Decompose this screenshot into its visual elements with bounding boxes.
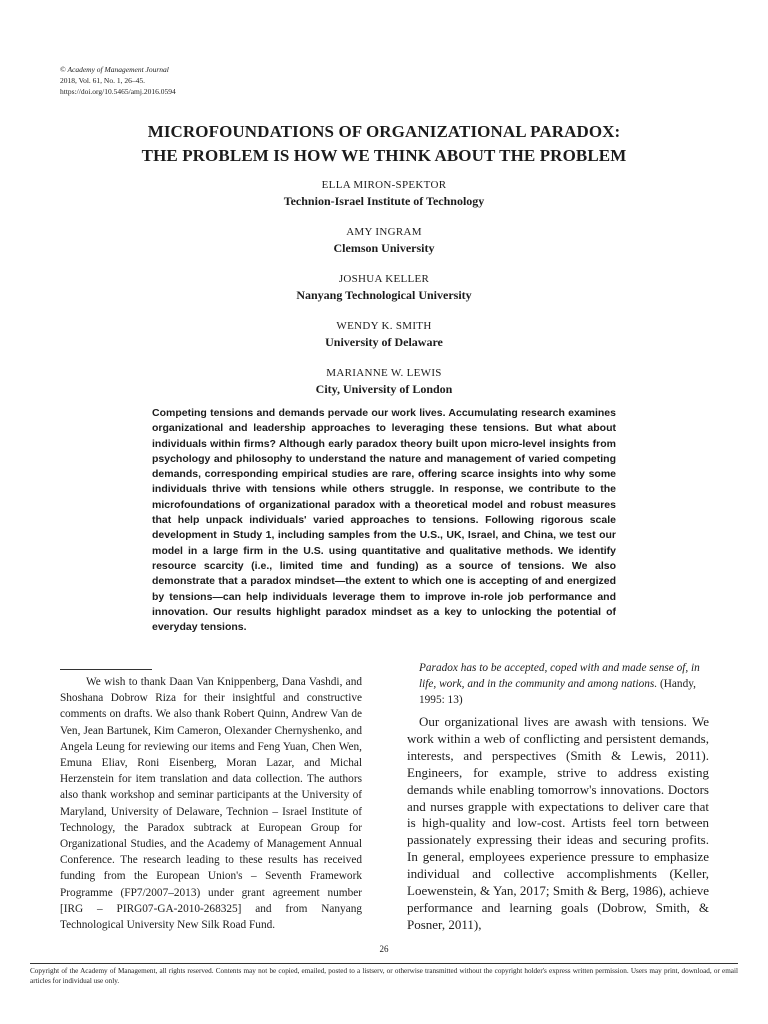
author-block xyxy=(40,319,728,366)
author-block xyxy=(40,178,728,225)
epigraph-quote: Paradox has to be accepted, coped with and made sense of, in life, work, and in the community and among nations. xyxy=(419,662,700,691)
author-name: ELLA MIRON-SPEKTOR xyxy=(321,179,447,191)
copyright-notice: Copyright of the Academy of Management, all rights reserved. Contents may not be copied, emailed, posted to a listserv, or otherwise transmitted without the copyright holder's express written permission. Users may print, download, or email articles for individual use only. xyxy=(30,967,738,985)
author-affiliation: University of Delaware xyxy=(325,335,443,349)
journal-name: © Academy of Management Journal xyxy=(60,65,169,74)
author-affiliation: Nanyang Technological University xyxy=(296,288,472,302)
copyright-divider xyxy=(30,963,738,964)
footnote-divider xyxy=(60,669,152,670)
epigraph xyxy=(419,660,709,709)
body-paragraph: Our organizational lives are awash with tensions. We work within a web of conflicting and persistent demands, interests, and perspectives (Smith & Lewis, 2011). Engineers, for example, strive to address existing demands while enabling tomorrow's innovations. Doctors and nurses grapple with expectations to deliver care that is high-quality and low-cost. Artists feel torn between passionately expressing their ideas and securing profits. In general, employees experience pressure to emphasize individual and collective accomplishments (Keller, Loewenstein, & Yan, 2017; Smith & Berg, 1986), achieve performance and learning goals (Dobrow, Smith, & Posner, 2011), xyxy=(407,714,709,932)
author-block xyxy=(40,272,728,319)
epigraph-source: (Handy, 1995: 13) xyxy=(419,678,696,707)
title-line-1: MICROFOUNDATIONS OF ORGANIZATIONAL PARADOX: xyxy=(147,122,621,141)
author-list xyxy=(40,178,728,413)
author-block xyxy=(40,225,728,272)
author-name: MARIANNE W. LEWIS xyxy=(326,367,442,379)
acknowledgement-footnote: We wish to thank Daan Van Knippenberg, Dana Vashdi, and Shoshana Dobrow Riza for their insightful and constructive comments on drafts. We also thank Robert Quinn, Andrew Van de Ven, Jean Bartunek, Kim Cameron, Olexander Chernyshenko, and Angela Leung for reviewing our items and Feng Yuan, Chen Wen, Emuna Eliav, Roni Eisenberg, Moran Lazar, and Michal Herzenstein for item translation and data collection. The authors also thank workshop and seminar participants at the University of Maryland, University of Delaware, Technion – Israel Institute of Technology, the Paradox subtrack at European Group for Organizational Studies, and the Academy of Management Annual Conference. The research leading to these results has received funding from the European Union's – Seventh Framework Programme (FP7/2007–2013) under grant agreement number [IRG – PIRG07-GA-2010-268325] and from Nanyang Technological University New Silk Road Fund. xyxy=(60,676,362,932)
title-line-2: THE PROBLEM IS HOW WE THINK ABOUT THE PROBLEM xyxy=(141,146,627,165)
abstract: Competing tensions and demands pervade our work lives. Accumulating research examines organizational and leadership approaches to leveraging these tensions. But what about individuals within firms? Although early paradox theory built upon micro-level insights from psychology and philosophy to understand the nature and management of varied competing demands, corresponding empirical studies are rare, offering scarce insights into why some individuals thrive with tensions while others struggle. In response, we contribute to the microfoundations of organizational paradox with a theoretical model and robust measures that help unpack individuals' varied approaches to tensions. Following rigorous scale development in Study 1, including samples from the U.S., UK, Israel, and China, we test our model in a large firm in the U.S. using quantitative and qualitative methods. We identify resource scarcity (i.e., limited time and funding) as a source of tensions. We also demonstrate that a paradox mindset—the extent to which one is accepting of and energized by tensions—can help individuals leverage them to improve in-role job performance and innovation. Our results highlight paradox mindset as a key to unlocking the potential of everyday tensions. xyxy=(152,407,616,634)
author-affiliation: City, University of London xyxy=(315,382,453,396)
author-name: WENDY K. SMITH xyxy=(336,320,432,332)
author-affiliation: Clemson University xyxy=(333,241,435,255)
page-number: 26 xyxy=(379,944,389,954)
author-affiliation: Technion-Israel Institute of Technology xyxy=(283,194,485,208)
author-name: JOSHUA KELLER xyxy=(338,273,430,285)
journal-header xyxy=(60,64,176,97)
citation-info: 2018, Vol. 61, No. 1, 26–45. xyxy=(60,76,145,85)
article-title xyxy=(40,120,728,168)
author-name: AMY INGRAM xyxy=(346,226,422,238)
doi-link[interactable]: https://doi.org/10.5465/amj.2016.0594 xyxy=(60,87,176,96)
